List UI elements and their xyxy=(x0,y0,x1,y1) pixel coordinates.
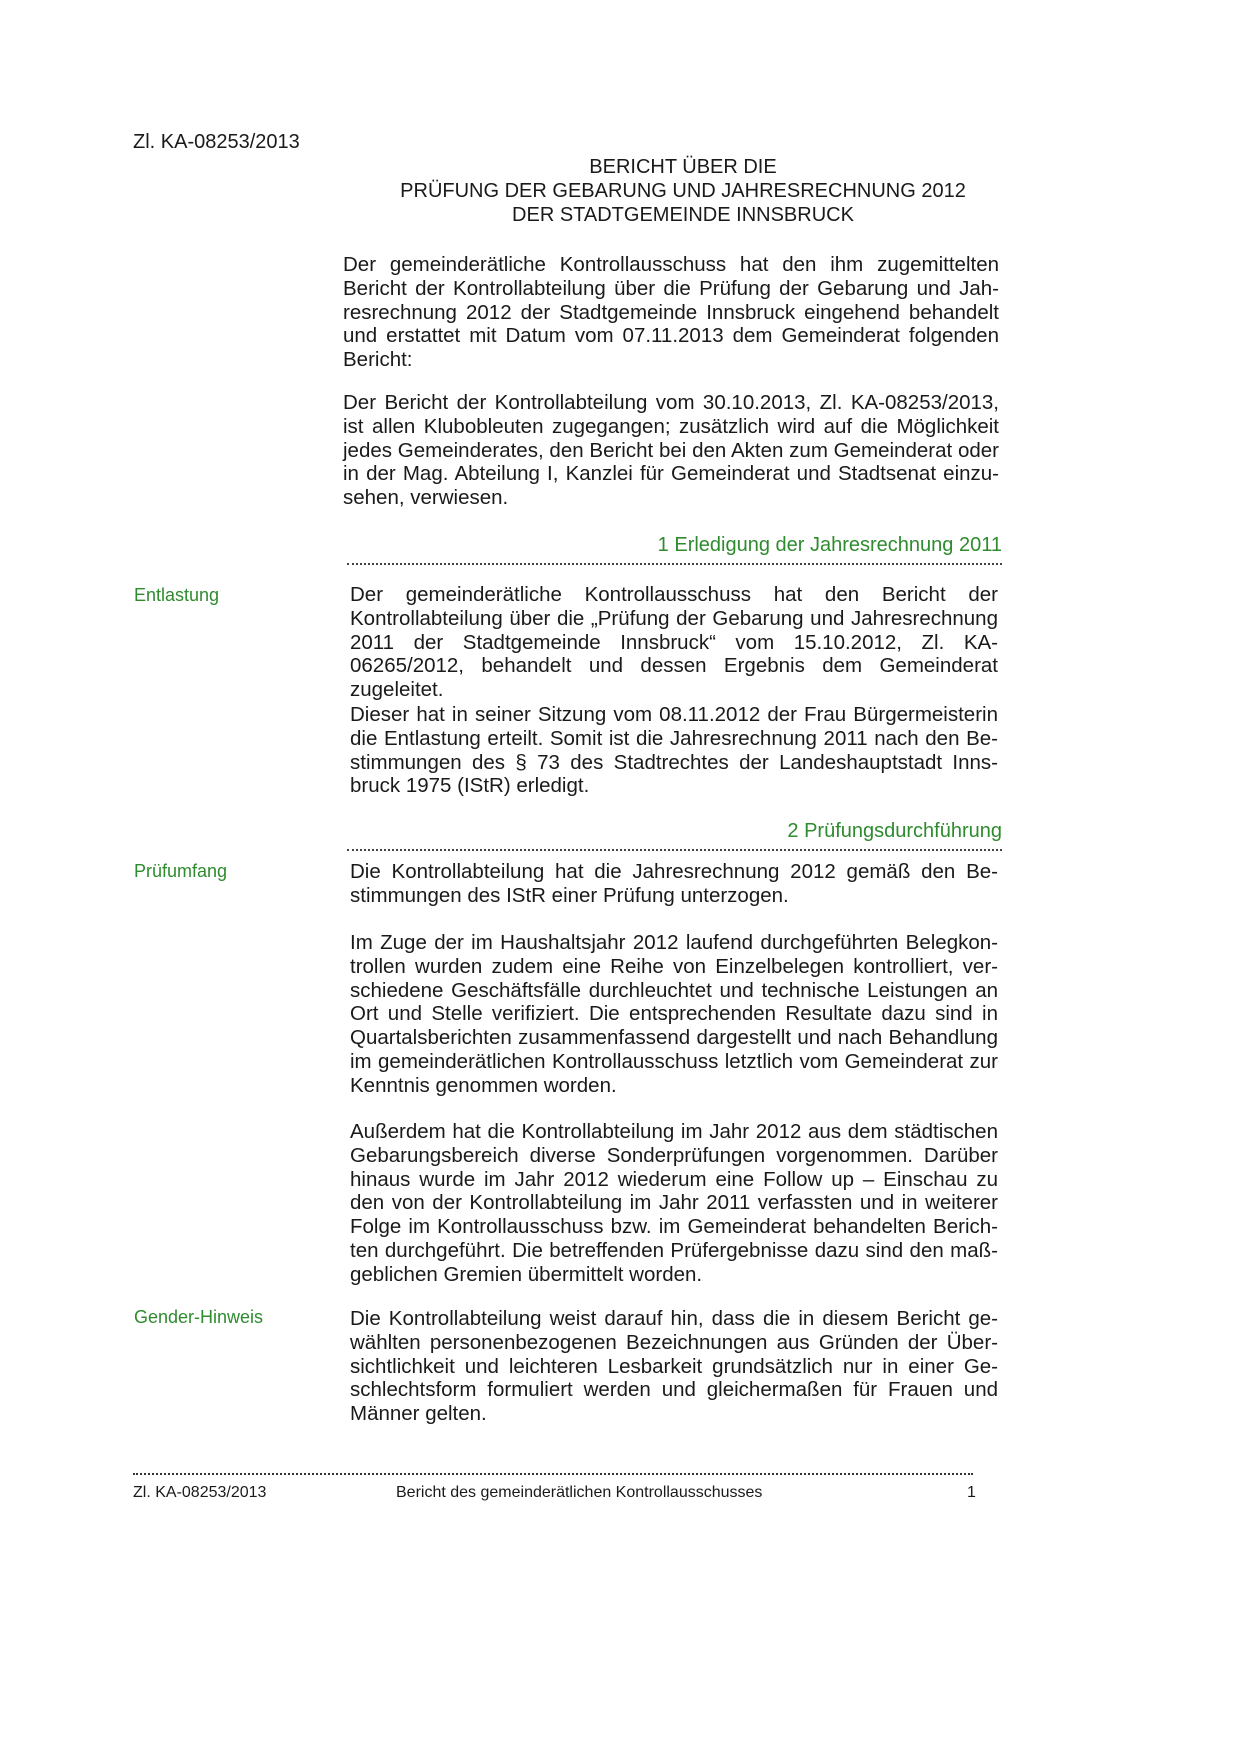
document-reference: Zl. KA-08253/2013 xyxy=(133,131,300,153)
section-2-paragraph-1: Die Kontrollabteilung hat die Jahresrechnung 2012 gemäß den Bestimmungen des IStR einer Prüfung unterzogen. xyxy=(350,860,998,907)
footer-reference: Zl. KA-08253/2013 xyxy=(133,1484,267,1501)
section-2-paragraph-3: Außerdem hat die Kontrollabteilung im Jahr 2012 aus dem städtischen Gebarungsbereich diverse Sonderprüfungen vorgenommen. Darüber hinaus wurde im Jahr 2012 wiederum eine Follow up – Einschau zu den von der Kontrollabteilung im Jahr 2011 verfassten und in weiterer Folge im Kontrollausschuss bzw. im Gemeinderat behandelten Berichten durchgeführt. Die betreffenden Prüfergebnisse dazu sind den maßgeblichen Gremien übermittelt worden. xyxy=(350,1120,998,1286)
document-title xyxy=(383,155,983,227)
title-line-2: PRÜFUNG DER GEBARUNG UND JAHRESRECHNUNG 2012 xyxy=(400,180,966,202)
title-line-1: BERICHT ÜBER DIE xyxy=(589,156,777,178)
side-label-gender-hinweis: Gender-Hinweis xyxy=(134,1307,264,1327)
section-2-paragraph-2: Im Zuge der im Haushaltsjahr 2012 laufend durchgeführten Belegkontrollen wurden zudem eine Reihe von Einzelbelegen kontrolliert, verschiedene Geschäftsfälle durchleuchtet und technische Leistungen an Ort und Stelle verifiziert. Die entsprechenden Resultate dazu sind in Quartalsberichten zusammenfassend dargestellt und nach Behandlung im gemeinderätlichen Kontrollausschuss letztlich vom Gemeinderat zur Kenntnis genommen worden. xyxy=(350,931,998,1097)
section-2-paragraph-4: Die Kontrollabteilung weist darauf hin, dass die in diesem Bericht gewählten personenbezogenen Bezeichnungen aus Gründen der Übersichtlichkeit und leichteren Lesbarkeit grundsätzlich nur in einer Geschlechtsform formuliert werden und gleichermaßen für Frauen und Männer gelten. xyxy=(350,1307,998,1426)
footer-title: Bericht des gemeinderätlichen Kontrollausschusses xyxy=(396,1484,763,1501)
footer-divider xyxy=(133,1473,973,1475)
page-number: 1 xyxy=(967,1484,976,1501)
section-2-heading: 2 Prüfungsdurchführung xyxy=(347,820,1002,851)
section-1-paragraph-2: Dieser hat in seiner Sitzung vom 08.11.2012 der Frau Bürgermeisterin die Entlastung erteilt. Somit ist die Jahresrechnung 2011 nach den Bestimmungen des § 73 des Stadtrechtes der Landeshauptstadt Innsbruck 1975 (IStR) erledigt. xyxy=(350,703,998,798)
intro-paragraph-2: Der Bericht der Kontrollabteilung vom 30.10.2013, Zl. KA-08253/2013, ist allen Klubobleuten zugegangen; zusätzlich wird auf die Möglichkeit jedes Gemeinderates, den Bericht bei den Akten zum Gemeinderat oder in der Mag. Abteilung I, Kanzlei für Gemeinderat und Stadtsenat einzusehen, verwiesen. xyxy=(343,391,999,510)
side-label-pruefumfang: Prüfumfang xyxy=(134,861,228,881)
intro-paragraph-1: Der gemeinderätliche Kontrollausschuss hat den ihm zugemittelten Bericht der Kontrollabteilung über die Prüfung der Gebarung und Jahresrechnung 2012 der Stadtgemeinde Innsbruck eingehend behandelt und erstattet mit Datum vom 07.11.2013 dem Gemeinderat folgenden Bericht: xyxy=(343,253,999,372)
side-label-entlastung: Entlastung xyxy=(134,585,220,605)
title-line-3: DER STADTGEMEINDE INNSBRUCK xyxy=(512,204,854,226)
section-1-paragraph-1: Der gemeinderätliche Kontrollausschuss hat den Bericht der Kontrollabteilung über die „Prüfung der Gebarung und Jahresrechnung 2011 der Stadtgemeinde Innsbruck“ vom 15.10.2012, Zl. KA-06265/2012, behandelt und dessen Ergebnis dem Gemeinderat zugeleitet. xyxy=(350,583,998,702)
section-1-heading: 1 Erledigung der Jahresrechnung 2011 xyxy=(347,534,1002,565)
